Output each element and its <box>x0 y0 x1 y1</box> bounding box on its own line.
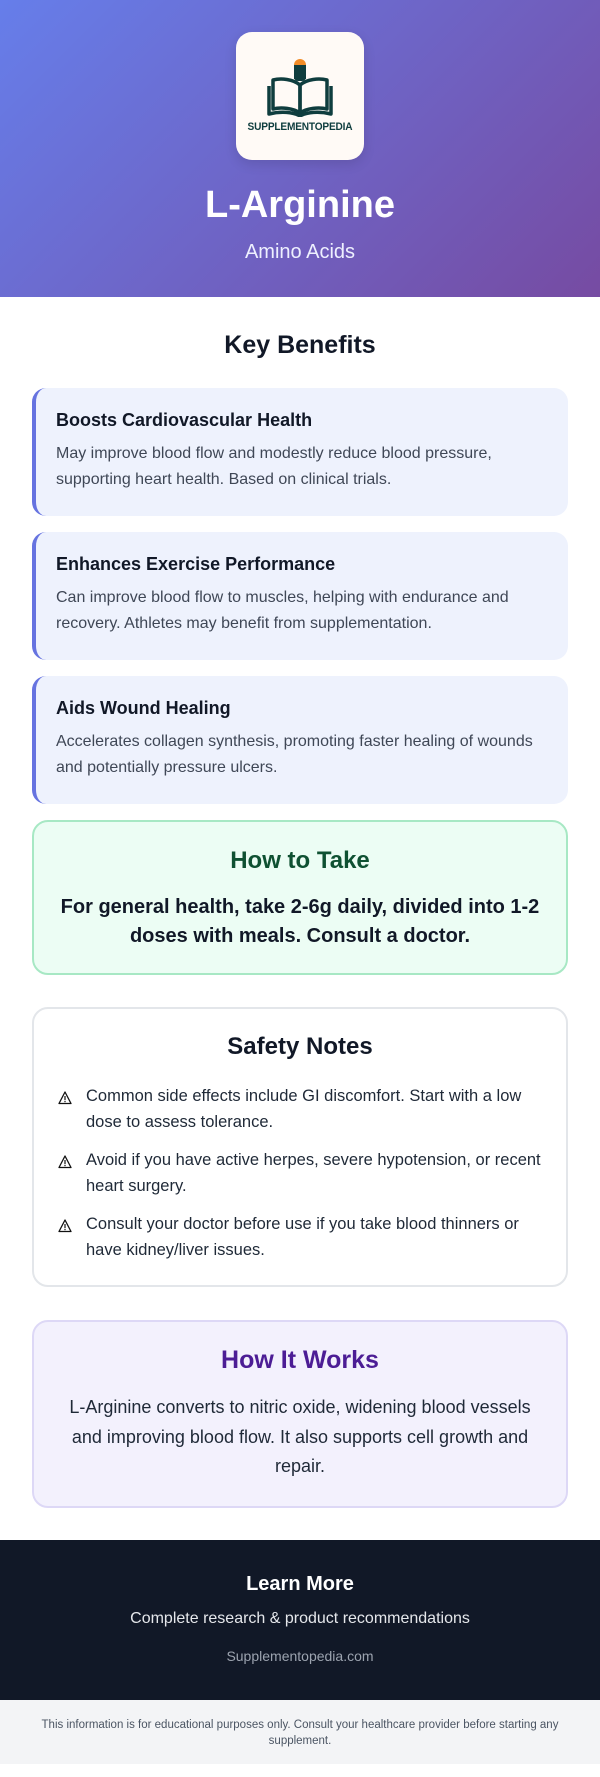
footer-subtitle: Complete research & product recommendations <box>130 1610 470 1627</box>
key-benefits-section <box>0 331 600 804</box>
how-it-works-heading: How It Works <box>221 1346 379 1374</box>
safety-item <box>58 1147 542 1199</box>
page-title: L-Arginine <box>205 184 395 226</box>
safety-text: Consult your doctor before use if you take blood thinners or have kidney/liver issues. <box>86 1215 519 1259</box>
logo-wordmark: SUPPLEMENTOPEDIA <box>247 121 353 133</box>
mechanism-text: L-Arginine converts to nitric oxide, widening blood vessels and improving blood flow. It also supports cell growth and repair. <box>69 1397 531 1476</box>
how-to-take-card <box>32 820 568 975</box>
benefit-text: May improve blood flow and modestly reduce blood pressure, supporting heart health. Based on clinical trials. <box>56 445 492 488</box>
website-link[interactable]: Supplementopedia.com <box>226 1648 374 1664</box>
safety-item <box>58 1083 542 1135</box>
benefit-title: Enhances Exercise Performance <box>56 554 336 574</box>
benefit-card <box>32 388 568 516</box>
safety-item <box>58 1211 542 1263</box>
warning-icon <box>58 1155 72 1169</box>
benefit-card <box>32 676 568 804</box>
safety-text: Common side effects include GI discomfort. Start with a low dose to assess tolerance. <box>86 1087 522 1131</box>
benefit-text: Can improve blood flow to muscles, helping with endurance and recovery. Athletes may benefit from supplementation. <box>56 589 509 632</box>
warning-icon <box>58 1091 72 1105</box>
benefit-title: Boosts Cardiovascular Health <box>56 410 313 430</box>
how-it-works-card <box>32 1320 568 1508</box>
book-pill-icon <box>267 59 333 117</box>
category-label: Amino Acids <box>244 240 356 263</box>
dosage-text: For general health, take 2-6g daily, divided into 1-2 doses with meals. Consult a doctor. <box>60 896 540 947</box>
section-heading: Key Benefits <box>224 331 376 359</box>
safety-heading: Safety Notes <box>227 1033 373 1060</box>
benefit-text: Accelerates collagen synthesis, promoting faster healing of wounds and potentially pressure ulcers. <box>56 733 533 776</box>
benefit-card <box>32 532 568 660</box>
disclaimer-text: This information is for educational purposes only. Consult your healthcare provider before starting any supplement. <box>0 1700 600 1764</box>
safety-notes-card <box>32 1007 568 1287</box>
brand-logo <box>236 32 364 160</box>
benefit-title: Aids Wound Healing <box>56 698 231 718</box>
how-to-take-heading: How to Take <box>230 847 370 874</box>
hero-header <box>0 0 600 297</box>
warning-icon <box>58 1219 72 1233</box>
learn-more-footer <box>0 1540 600 1700</box>
footer-title: Learn More <box>246 1573 354 1595</box>
safety-text: Avoid if you have active herpes, severe hypotension, or recent heart surgery. <box>86 1151 541 1195</box>
